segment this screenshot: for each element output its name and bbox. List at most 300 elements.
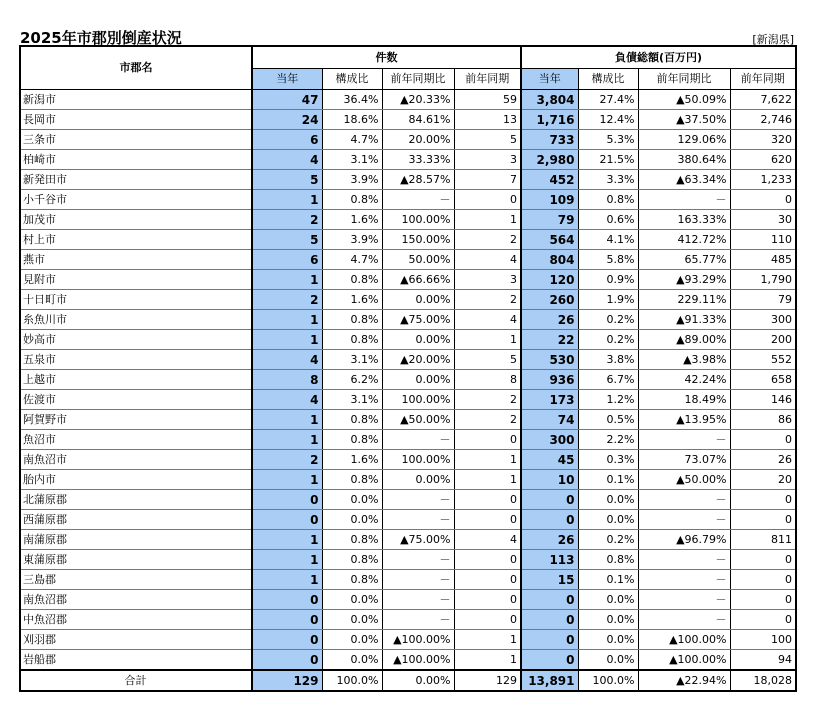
cell-count-current: 5	[252, 230, 322, 250]
cell-debt-share: 0.2%	[578, 310, 638, 330]
cell-debt-yoy: －	[638, 550, 730, 570]
cell-count-share: 1.6%	[322, 210, 382, 230]
cell-count-share: 0.8%	[322, 310, 382, 330]
cell-debt-current: 804	[521, 250, 578, 270]
cell-debt-prev: 1,790	[730, 270, 796, 290]
cell-debt-prev: 0	[730, 430, 796, 450]
cell-count-current: 0	[252, 650, 322, 671]
cell-city-name: 東蒲原郡	[20, 550, 252, 570]
table-row	[20, 130, 796, 150]
cell-debt-yoy: ▲89.00%	[638, 330, 730, 350]
cell-debt-yoy: －	[638, 190, 730, 210]
table-row	[20, 390, 796, 410]
cell-count-share: 0.8%	[322, 470, 382, 490]
cell-count-prev: 4	[454, 250, 521, 270]
cell-count-prev: 5	[454, 350, 521, 370]
header-debt-current: 当年	[521, 69, 578, 90]
cell-count-prev: 0	[454, 610, 521, 630]
header-debt-prev: 前年同期	[730, 69, 796, 90]
cell-count-share: 6.2%	[322, 370, 382, 390]
cell-debt-share: 0.8%	[578, 190, 638, 210]
cell-debt-prev: 7,622	[730, 90, 796, 110]
cell-count-prev: 0	[454, 190, 521, 210]
cell-count-prev: 2	[454, 230, 521, 250]
cell-count-share: 3.1%	[322, 350, 382, 370]
cell-count-current: 0	[252, 610, 322, 630]
cell-debt-current: 452	[521, 170, 578, 190]
cell-debt-current: 936	[521, 370, 578, 390]
cell-count-share: 0.8%	[322, 330, 382, 350]
cell-count-yoy: ▲20.00%	[382, 350, 454, 370]
cell-count-current: 47	[252, 90, 322, 110]
cell-debt-current: 300	[521, 430, 578, 450]
header-debt-group: 負債総額(百万円)	[521, 46, 796, 69]
cell-debt-share: 4.1%	[578, 230, 638, 250]
cell-city-name: 胎内市	[20, 470, 252, 490]
cell-count-current: 2	[252, 210, 322, 230]
cell-debt-prev: 320	[730, 130, 796, 150]
header-count-share: 構成比	[322, 69, 382, 90]
cell-debt-yoy: ▲100.00%	[638, 630, 730, 650]
cell-count-yoy: 150.00%	[382, 230, 454, 250]
cell-debt-yoy: －	[638, 510, 730, 530]
cell-count-share: 1.6%	[322, 450, 382, 470]
table-row	[20, 290, 796, 310]
cell-debt-yoy: 18.49%	[638, 390, 730, 410]
header-count-yoy: 前年同期比	[382, 69, 454, 90]
cell-count-prev: 3	[454, 270, 521, 290]
cell-debt-yoy: －	[638, 610, 730, 630]
total-debt-current: 13,891	[521, 670, 578, 691]
header-count-prev: 前年同期	[454, 69, 521, 90]
cell-debt-share: 0.6%	[578, 210, 638, 230]
cell-count-current: 8	[252, 370, 322, 390]
cell-debt-current: 26	[521, 310, 578, 330]
cell-count-share: 0.8%	[322, 190, 382, 210]
cell-count-yoy: －	[382, 570, 454, 590]
cell-count-share: 36.4%	[322, 90, 382, 110]
cell-debt-prev: 0	[730, 570, 796, 590]
cell-debt-prev: 0	[730, 510, 796, 530]
cell-count-share: 0.0%	[322, 590, 382, 610]
cell-count-share: 0.0%	[322, 630, 382, 650]
cell-debt-yoy: ▲91.33%	[638, 310, 730, 330]
table-row	[20, 450, 796, 470]
cell-count-share: 4.7%	[322, 130, 382, 150]
table-row	[20, 510, 796, 530]
cell-city-name: 南魚沼市	[20, 450, 252, 470]
cell-debt-current: 109	[521, 190, 578, 210]
cell-count-current: 6	[252, 250, 322, 270]
cell-count-yoy: 33.33%	[382, 150, 454, 170]
cell-count-yoy: ▲20.33%	[382, 90, 454, 110]
cell-debt-yoy: 380.64%	[638, 150, 730, 170]
cell-count-prev: 13	[454, 110, 521, 130]
cell-count-yoy: ▲100.00%	[382, 650, 454, 671]
table-row	[20, 470, 796, 490]
cell-count-share: 4.7%	[322, 250, 382, 270]
cell-city-name: 南蒲原郡	[20, 530, 252, 550]
cell-debt-yoy: ▲37.50%	[638, 110, 730, 130]
cell-count-share: 0.8%	[322, 550, 382, 570]
cell-debt-current: 0	[521, 490, 578, 510]
cell-debt-yoy: －	[638, 590, 730, 610]
cell-debt-share: 0.5%	[578, 410, 638, 430]
cell-debt-share: 1.2%	[578, 390, 638, 410]
cell-debt-share: 6.7%	[578, 370, 638, 390]
cell-debt-current: 0	[521, 590, 578, 610]
cell-city-name: 長岡市	[20, 110, 252, 130]
cell-count-yoy: －	[382, 430, 454, 450]
cell-debt-prev: 811	[730, 530, 796, 550]
table-row	[20, 610, 796, 630]
cell-city-name: 上越市	[20, 370, 252, 390]
cell-count-share: 3.1%	[322, 390, 382, 410]
cell-debt-share: 0.1%	[578, 470, 638, 490]
cell-debt-share: 0.2%	[578, 530, 638, 550]
cell-count-current: 4	[252, 150, 322, 170]
cell-count-prev: 2	[454, 410, 521, 430]
table-row	[20, 550, 796, 570]
cell-count-prev: 1	[454, 470, 521, 490]
cell-count-current: 1	[252, 410, 322, 430]
header-debt-share: 構成比	[578, 69, 638, 90]
cell-debt-yoy: －	[638, 430, 730, 450]
cell-count-prev: 0	[454, 430, 521, 450]
cell-debt-yoy: ▲63.34%	[638, 170, 730, 190]
cell-debt-share: 0.9%	[578, 270, 638, 290]
total-debt-share: 100.0%	[578, 670, 638, 691]
cell-debt-prev: 0	[730, 610, 796, 630]
table-row	[20, 370, 796, 390]
total-count-yoy: 0.00%	[382, 670, 454, 691]
cell-count-prev: 1	[454, 450, 521, 470]
cell-debt-current: 22	[521, 330, 578, 350]
table-row	[20, 210, 796, 230]
cell-count-yoy: 50.00%	[382, 250, 454, 270]
cell-debt-current: 0	[521, 650, 578, 671]
cell-count-share: 0.8%	[322, 570, 382, 590]
cell-city-name: 三条市	[20, 130, 252, 150]
total-row	[20, 670, 796, 691]
cell-count-yoy: －	[382, 190, 454, 210]
table-row	[20, 650, 796, 671]
cell-city-name: 見附市	[20, 270, 252, 290]
table-row	[20, 590, 796, 610]
total-debt-prev: 18,028	[730, 670, 796, 691]
cell-debt-yoy: ▲13.95%	[638, 410, 730, 430]
table-row	[20, 330, 796, 350]
cell-debt-prev: 146	[730, 390, 796, 410]
cell-debt-current: 74	[521, 410, 578, 430]
header-count-group: 件数	[252, 46, 521, 69]
table-row	[20, 630, 796, 650]
header-city-name: 市郡名	[20, 46, 252, 90]
cell-debt-current: 120	[521, 270, 578, 290]
cell-count-prev: 4	[454, 310, 521, 330]
cell-debt-yoy: ▲93.29%	[638, 270, 730, 290]
table-body	[20, 90, 796, 671]
cell-city-name: 燕市	[20, 250, 252, 270]
cell-count-yoy: ▲75.00%	[382, 310, 454, 330]
cell-count-current: 1	[252, 430, 322, 450]
cell-debt-yoy: ▲50.00%	[638, 470, 730, 490]
cell-count-share: 3.9%	[322, 170, 382, 190]
cell-count-prev: 5	[454, 130, 521, 150]
cell-debt-share: 3.8%	[578, 350, 638, 370]
cell-count-prev: 0	[454, 490, 521, 510]
table-row	[20, 570, 796, 590]
cell-debt-prev: 100	[730, 630, 796, 650]
cell-debt-yoy: －	[638, 570, 730, 590]
cell-debt-current: 260	[521, 290, 578, 310]
cell-city-name: 魚沼市	[20, 430, 252, 450]
cell-debt-current: 1,716	[521, 110, 578, 130]
total-debt-yoy: ▲22.94%	[638, 670, 730, 691]
cell-city-name: 岩船郡	[20, 650, 252, 671]
table-row	[20, 270, 796, 290]
cell-debt-current: 3,804	[521, 90, 578, 110]
cell-debt-current: 2,980	[521, 150, 578, 170]
cell-count-prev: 0	[454, 570, 521, 590]
cell-count-share: 0.0%	[322, 610, 382, 630]
cell-count-current: 0	[252, 510, 322, 530]
cell-debt-current: 0	[521, 630, 578, 650]
cell-city-name: 村上市	[20, 230, 252, 250]
cell-debt-share: 0.0%	[578, 610, 638, 630]
cell-debt-yoy: 412.72%	[638, 230, 730, 250]
cell-city-name: 刈羽郡	[20, 630, 252, 650]
cell-count-prev: 1	[454, 210, 521, 230]
cell-count-prev: 59	[454, 90, 521, 110]
cell-count-yoy: ▲75.00%	[382, 530, 454, 550]
cell-count-share: 1.6%	[322, 290, 382, 310]
cell-count-yoy: －	[382, 550, 454, 570]
cell-debt-prev: 0	[730, 590, 796, 610]
page-title: 2025年市郡別倒産状況	[20, 29, 182, 47]
cell-debt-share: 0.0%	[578, 650, 638, 671]
cell-count-share: 0.0%	[322, 490, 382, 510]
cell-count-prev: 1	[454, 650, 521, 671]
cell-debt-current: 79	[521, 210, 578, 230]
cell-debt-share: 0.1%	[578, 570, 638, 590]
cell-city-name: 柏崎市	[20, 150, 252, 170]
cell-count-prev: 3	[454, 150, 521, 170]
cell-count-share: 3.1%	[322, 150, 382, 170]
cell-count-current: 2	[252, 450, 322, 470]
cell-count-current: 1	[252, 570, 322, 590]
cell-count-current: 0	[252, 630, 322, 650]
cell-count-prev: 1	[454, 630, 521, 650]
cell-city-name: 新潟市	[20, 90, 252, 110]
table-row	[20, 230, 796, 250]
cell-city-name: 妙高市	[20, 330, 252, 350]
cell-count-prev: 0	[454, 510, 521, 530]
cell-count-yoy: 0.00%	[382, 290, 454, 310]
cell-debt-current: 15	[521, 570, 578, 590]
cell-city-name: 南魚沼郡	[20, 590, 252, 610]
cell-city-name: 中魚沼郡	[20, 610, 252, 630]
cell-count-yoy: －	[382, 590, 454, 610]
table-row	[20, 350, 796, 370]
cell-count-current: 4	[252, 390, 322, 410]
cell-count-prev: 1	[454, 330, 521, 350]
table-row	[20, 250, 796, 270]
cell-debt-share: 5.3%	[578, 130, 638, 150]
cell-count-prev: 8	[454, 370, 521, 390]
cell-count-yoy: ▲50.00%	[382, 410, 454, 430]
cell-debt-current: 530	[521, 350, 578, 370]
cell-debt-current: 0	[521, 510, 578, 530]
table-row	[20, 430, 796, 450]
cell-debt-prev: 620	[730, 150, 796, 170]
cell-count-current: 4	[252, 350, 322, 370]
cell-debt-yoy: －	[638, 490, 730, 510]
cell-count-share: 0.8%	[322, 410, 382, 430]
cell-debt-yoy: 42.24%	[638, 370, 730, 390]
cell-city-name: 北蒲原郡	[20, 490, 252, 510]
cell-count-share: 18.6%	[322, 110, 382, 130]
cell-debt-yoy: 163.33%	[638, 210, 730, 230]
cell-debt-current: 733	[521, 130, 578, 150]
cell-city-name: 糸魚川市	[20, 310, 252, 330]
cell-debt-share: 0.0%	[578, 630, 638, 650]
cell-debt-prev: 0	[730, 190, 796, 210]
table-row	[20, 170, 796, 190]
cell-count-yoy: －	[382, 610, 454, 630]
cell-count-share: 0.8%	[322, 430, 382, 450]
table-row	[20, 190, 796, 210]
cell-city-name: 新発田市	[20, 170, 252, 190]
total-count-current: 129	[252, 670, 322, 691]
cell-debt-prev: 20	[730, 470, 796, 490]
cell-count-current: 1	[252, 530, 322, 550]
table-row	[20, 310, 796, 330]
cell-debt-yoy: ▲96.79%	[638, 530, 730, 550]
table-row	[20, 110, 796, 130]
cell-count-current: 2	[252, 290, 322, 310]
cell-debt-prev: 658	[730, 370, 796, 390]
cell-count-yoy: 84.61%	[382, 110, 454, 130]
cell-debt-prev: 26	[730, 450, 796, 470]
cell-debt-prev: 300	[730, 310, 796, 330]
cell-city-name: 小千谷市	[20, 190, 252, 210]
cell-count-share: 0.8%	[322, 530, 382, 550]
cell-debt-yoy: ▲3.98%	[638, 350, 730, 370]
cell-debt-prev: 0	[730, 550, 796, 570]
cell-debt-share: 1.9%	[578, 290, 638, 310]
cell-debt-share: 0.8%	[578, 550, 638, 570]
cell-count-prev: 0	[454, 550, 521, 570]
cell-debt-prev: 1,233	[730, 170, 796, 190]
cell-debt-share: 21.5%	[578, 150, 638, 170]
cell-city-name: 十日町市	[20, 290, 252, 310]
cell-count-share: 3.9%	[322, 230, 382, 250]
cell-count-share: 0.0%	[322, 510, 382, 530]
table-row	[20, 490, 796, 510]
cell-count-yoy: ▲66.66%	[382, 270, 454, 290]
cell-count-yoy: －	[382, 510, 454, 530]
cell-count-yoy: ▲28.57%	[382, 170, 454, 190]
cell-city-name: 加茂市	[20, 210, 252, 230]
table-row	[20, 410, 796, 430]
cell-debt-share: 0.0%	[578, 510, 638, 530]
cell-count-current: 0	[252, 490, 322, 510]
cell-debt-prev: 552	[730, 350, 796, 370]
cell-count-share: 0.8%	[322, 270, 382, 290]
cell-count-yoy: －	[382, 490, 454, 510]
cell-debt-current: 45	[521, 450, 578, 470]
cell-count-current: 24	[252, 110, 322, 130]
cell-city-name: 佐渡市	[20, 390, 252, 410]
table-row	[20, 90, 796, 110]
cell-debt-share: 0.0%	[578, 490, 638, 510]
cell-count-yoy: ▲100.00%	[382, 630, 454, 650]
cell-count-current: 1	[252, 470, 322, 490]
cell-debt-current: 564	[521, 230, 578, 250]
cell-count-current: 0	[252, 590, 322, 610]
table-row	[20, 530, 796, 550]
cell-debt-prev: 2,746	[730, 110, 796, 130]
cell-count-prev: 2	[454, 290, 521, 310]
cell-debt-current: 173	[521, 390, 578, 410]
cell-debt-prev: 0	[730, 490, 796, 510]
header-debt-yoy: 前年同期比	[638, 69, 730, 90]
cell-count-current: 1	[252, 190, 322, 210]
cell-debt-current: 113	[521, 550, 578, 570]
cell-debt-yoy: ▲100.00%	[638, 650, 730, 671]
cell-city-name: 五泉市	[20, 350, 252, 370]
cell-debt-prev: 110	[730, 230, 796, 250]
cell-debt-prev: 485	[730, 250, 796, 270]
cell-count-yoy: 0.00%	[382, 370, 454, 390]
cell-debt-share: 0.2%	[578, 330, 638, 350]
prefecture-label: [新潟県]	[752, 33, 794, 46]
cell-count-yoy: 0.00%	[382, 470, 454, 490]
cell-debt-prev: 94	[730, 650, 796, 671]
cell-debt-share: 5.8%	[578, 250, 638, 270]
cell-debt-prev: 86	[730, 410, 796, 430]
cell-debt-yoy: ▲50.09%	[638, 90, 730, 110]
cell-city-name: 三島郡	[20, 570, 252, 590]
cell-debt-current: 0	[521, 610, 578, 630]
table-row	[20, 150, 796, 170]
cell-city-name: 阿賀野市	[20, 410, 252, 430]
cell-debt-yoy: 65.77%	[638, 250, 730, 270]
cell-debt-prev: 30	[730, 210, 796, 230]
total-count-prev: 129	[454, 670, 521, 691]
cell-count-yoy: 100.00%	[382, 390, 454, 410]
cell-debt-share: 27.4%	[578, 90, 638, 110]
cell-debt-current: 10	[521, 470, 578, 490]
bankruptcy-table	[19, 45, 797, 692]
header-count-current: 当年	[252, 69, 322, 90]
cell-debt-yoy: 229.11%	[638, 290, 730, 310]
cell-debt-prev: 200	[730, 330, 796, 350]
cell-count-current: 6	[252, 130, 322, 150]
cell-debt-current: 26	[521, 530, 578, 550]
cell-count-current: 1	[252, 270, 322, 290]
cell-count-yoy: 20.00%	[382, 130, 454, 150]
cell-count-prev: 2	[454, 390, 521, 410]
cell-debt-yoy: 129.06%	[638, 130, 730, 150]
cell-debt-prev: 79	[730, 290, 796, 310]
cell-count-yoy: 100.00%	[382, 450, 454, 470]
cell-debt-yoy: 73.07%	[638, 450, 730, 470]
cell-debt-share: 2.2%	[578, 430, 638, 450]
total-label: 合計	[20, 670, 252, 691]
cell-debt-share: 12.4%	[578, 110, 638, 130]
